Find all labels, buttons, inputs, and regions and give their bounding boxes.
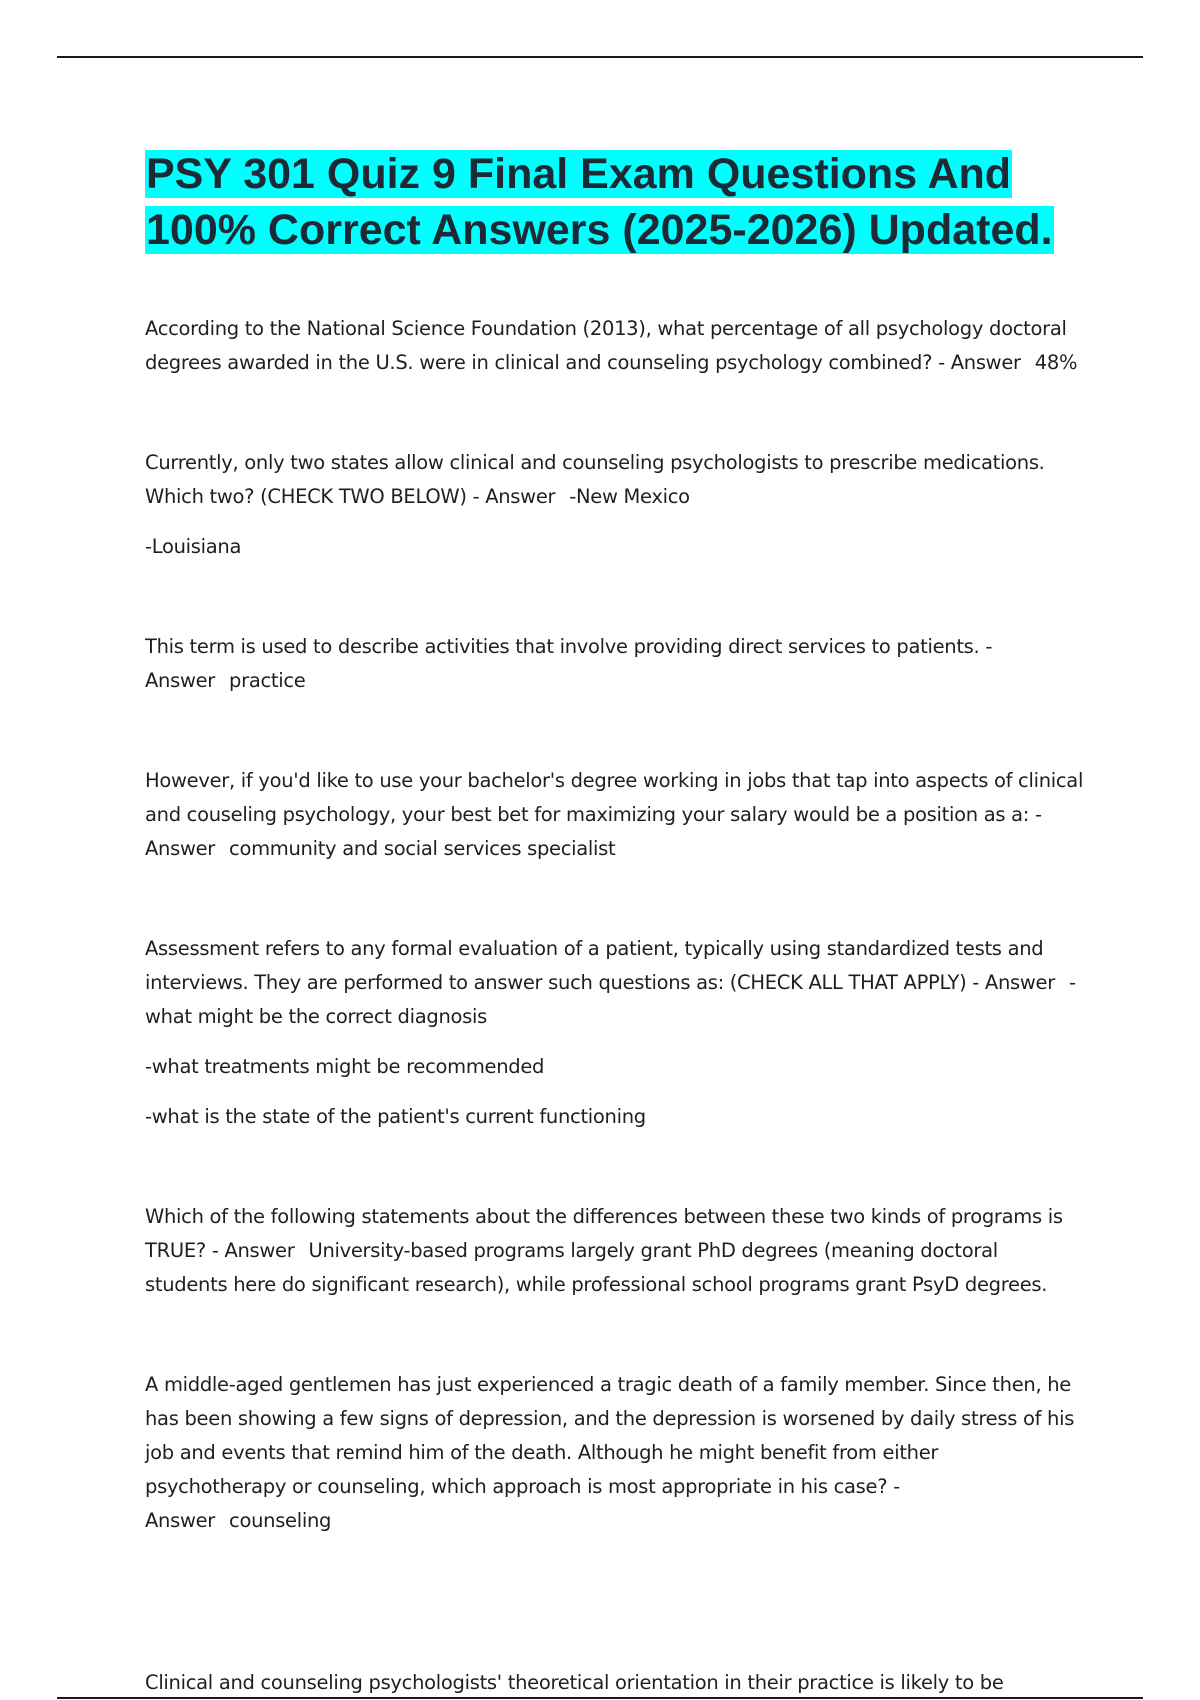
question-text: However, if you'd like to use your bachelor's degree working in jobs that tap into aspects of clinical and couseling psychology, your best bet for maximizing your salary would be a position as a: [145, 769, 1084, 826]
question-text: According to the National Science Foundation (2013), what percentage of all psychology doctoral degrees awarded in the U.S. were in clinical and counseling psychology combined? [145, 317, 1067, 374]
document-title [145, 146, 1085, 258]
question-text: Which of the following statements about the differences between these two kinds of programs is TRUE? [145, 1205, 1063, 1262]
answer-text: community and social services specialist [229, 837, 616, 860]
title-highlight: PSY 301 Quiz 9 Final Exam Questions And 100% Correct Answers (2025-2026) Updated. [146, 150, 1053, 254]
answer-text: -what might be the correct diagnosis [145, 971, 1076, 1028]
document-body [145, 146, 1085, 1538]
answer-text: University-based programs largely grant PhD degrees (meaning doctoral students here do significant research), while professional school programs grant PsyD degrees. [145, 1239, 1048, 1296]
answer-label: - Answer [145, 803, 1042, 860]
question-paragraph [145, 764, 1085, 866]
answer-label: - Answer [972, 971, 1055, 994]
page-top-rule [57, 56, 1143, 58]
question-paragraph [145, 630, 1085, 698]
question-paragraph [145, 1200, 1085, 1302]
answer-extra-line: -what treatments might be recommended [145, 1055, 545, 1078]
page-bottom-rule [57, 1697, 1143, 1699]
qa-item [145, 764, 1085, 866]
question-paragraph [145, 446, 1085, 514]
answer-label: - Answer [211, 1239, 295, 1262]
answer-extra-line: -Louisiana [145, 535, 242, 558]
qa-item [145, 446, 1085, 564]
question-paragraph [145, 932, 1085, 1034]
qa-item [145, 1200, 1085, 1302]
cut-off-question-line: Clinical and counseling psychologists' theoretical orientation in their practice is likely to be [145, 1671, 1004, 1694]
question-text: A middle-aged gentlemen has just experienced a tragic death of a family member. Since then, he has been showing a few signs of depression, and the depression is worsened by daily stress of his job and events that remind him of the death. Although he might benefit from either psychotherapy or counseling, which approach is most appropriate in his case? [145, 1373, 1075, 1498]
answer-text: -New Mexico [569, 485, 690, 508]
qa-item [145, 630, 1085, 698]
qa-item [145, 1368, 1085, 1538]
question-list [145, 312, 1085, 1538]
answer-extra-line: -what is the state of the patient's current functioning [145, 1105, 646, 1128]
question-text: Currently, only two states allow clinical and counseling psychologists to prescribe medications. Which two? (CHECK TWO BELOW) [145, 451, 1045, 508]
question-text: This term is used to describe activities that involve providing direct services to patients. [145, 635, 980, 658]
answer-text: counseling [229, 1509, 332, 1532]
answer-label: - Answer [145, 635, 993, 692]
answer-label: - Answer [472, 485, 556, 508]
answer-label: - Answer [145, 1475, 900, 1532]
answer-text: 48% [1034, 351, 1078, 374]
qa-item [145, 312, 1085, 380]
answer-label: - Answer [938, 351, 1021, 374]
answer-text: practice [229, 669, 306, 692]
question-paragraph [145, 1368, 1085, 1538]
question-text: Assessment refers to any formal evaluation of a patient, typically using standardized tests and interviews. They are performed to answer such questions as: (CHECK ALL THAT APPLY) [145, 937, 1044, 994]
question-paragraph [145, 312, 1085, 380]
qa-item [145, 932, 1085, 1134]
